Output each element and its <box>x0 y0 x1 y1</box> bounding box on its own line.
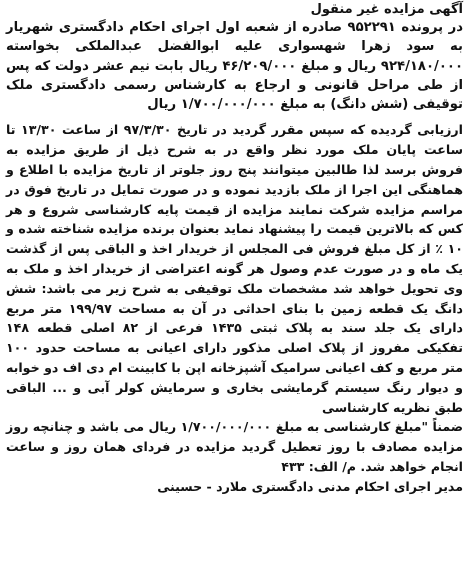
notice-title: آگهی مزایده غیر منقول <box>310 2 463 17</box>
notice-appraisal-paragraph: ضمناً "مبلغ کارشناسی به مبلغ ۱/۷۰۰/۰۰۰/۰۰۰ ریال می باشد و چنانچه روز مزایده مصادف با روز تعطیل گردید مزایده در فردای همان روز و ساعت انجام خواهد شد. م/ الف: ۴۳۳ <box>6 419 463 475</box>
notice-auction-details-paragraph: ارزیابی گردیده که سپس مقرر گردید در تاریخ ۹۷/۳/۳۰ از ساعت ۱۳/۳۰ تا ساعت پایان ملک مورد نظر واقع در به شرح ذیل از طریق مزایده به فروش برسد لذا طالبین میتوانند پنج روز جلوتر از تاریخ مزایده با اطلاع و هماهنگی این اجرا از ملک بازدید نموده و در صورت تمایل در تاریخ فوق در مراسم مزایده شرکت نمایند مزایده از قیمت پایه کارشناسی شروع و هر کس که بالاترین قیمت را پیشنهاد نماید بعنوان برنده مزایده شناخته شده و ۱۰ ٪ از کل مبلغ فروش فی المجلس از خریدار اخذ و الباقی پس از گذشت یک ماه و در صورت عدم وصول هر گونه اعتراضی از خریدار اخذ و ملک به وی تحویل خواهد شد مشخصات ملک توقیفی به شرح زیر می باشد: شش دانگ یک قطعه زمین با بنای احداثی در آن به مساحت ۱۹۹/۹۷ متر مربع دارای یک جلد سند به پلاک ثبتی ۱۴۳۵ فرعی از ۸۲ اصلی قطعه ۱۴۸ تفکیکی مفروز از پلاک اصلی مذکور دارای اعیانی به مساحت حدود ۱۰۰ متر مربع و کف اعیانی سرامیک آشپزخانه اپن با کابینت ام دی اف دو خوابه و دیوار رنگ سیستم گرمایشی بخاری و سرمایش کولر آبی و ... الباقی طبق نظریه کارشناسی <box>6 122 463 415</box>
notice-case-paragraph: در پرونده ۹۵۲۲۹۱ صادره از شعبه اول اجرای احکام دادگستری شهریار به سود زهرا شهسواری علیه ابوالفضل عبدالملکی بخواسته ۹۲۴/۱۸۰/۰۰۰ ریال و مبلغ ۴۶/۲۰۹/۰۰۰ ریال بابت نیم عشر دولت که پس از طی مراحل قانونی و ارجاع به کارشناس رسمی دادگستری ملک توقیفی (شش دانگ) به مبلغ ۱/۷۰۰/۰۰۰/۰۰۰ ریال <box>6 20 463 113</box>
notice-signature: مدیر اجرای احکام مدنی دادگستری ملارد - حسینی <box>157 478 463 494</box>
